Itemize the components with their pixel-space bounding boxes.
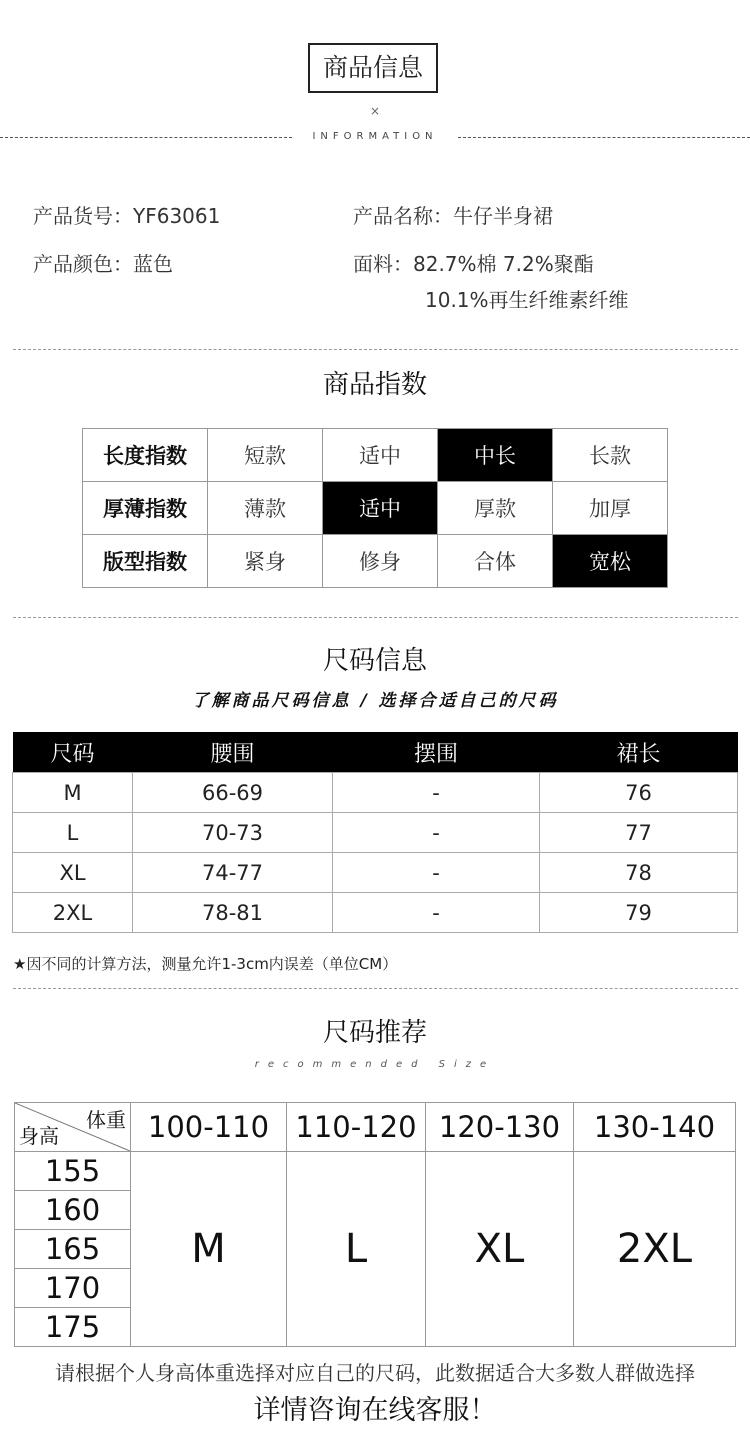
- section-divider: [13, 988, 738, 989]
- table-cell: 77: [540, 813, 738, 853]
- measurement-note: ★因不同的计算方法，测量允许1-3cm内误差（单位CM）: [13, 955, 398, 973]
- table-row: [13, 813, 738, 853]
- table-cell: -: [333, 813, 540, 853]
- product-fabric-cont: 10.1%再生纤维素纤维: [425, 288, 629, 312]
- table-row: [13, 773, 738, 813]
- index-option: 合体: [438, 535, 553, 588]
- table-cell: 79: [540, 893, 738, 933]
- section-subtitle: INFORMATION: [312, 131, 438, 142]
- recommended-size: 2XL: [574, 1152, 736, 1347]
- table-cell: M: [13, 773, 133, 813]
- height-cell: 175: [15, 1308, 131, 1347]
- section-divider: [13, 617, 738, 618]
- size-column-header: 裙长: [540, 732, 738, 773]
- weight-header: 110-120: [287, 1103, 426, 1152]
- recommend-header-row: [15, 1103, 736, 1152]
- index-option: 适中: [323, 429, 438, 482]
- weight-header: 120-130: [426, 1103, 574, 1152]
- index-table: [82, 428, 668, 588]
- index-row-label: 厚薄指数: [83, 482, 208, 535]
- recommended-size: M: [131, 1152, 287, 1347]
- height-cell: 170: [15, 1269, 131, 1308]
- corner-weight-label: 体重: [86, 1108, 126, 1132]
- corner-height-label: 身高: [19, 1124, 59, 1148]
- height-cell: 155: [15, 1152, 131, 1191]
- table-cell: L: [13, 813, 133, 853]
- weight-header: 130-140: [574, 1103, 736, 1152]
- page-title: 商品信息: [308, 43, 438, 93]
- size-column-header: 摆围: [333, 732, 540, 773]
- table-cell: 70-73: [133, 813, 333, 853]
- size-info-subtitle: 了解商品尺码信息 / 选择合适自己的尺码: [191, 691, 559, 711]
- table-cell: 2XL: [13, 893, 133, 933]
- x-mark: ×: [369, 104, 381, 118]
- index-row: [83, 482, 668, 535]
- table-cell: 76: [540, 773, 738, 813]
- height-row: [15, 1152, 736, 1191]
- table-cell: 66-69: [133, 773, 333, 813]
- index-option: 厚款: [438, 482, 553, 535]
- table-row: [13, 893, 738, 933]
- recommended-size: L: [287, 1152, 426, 1347]
- product-fabric: 面料：82.7%棉 7.2%聚酯: [353, 252, 594, 276]
- size-column-header: 尺码: [13, 732, 133, 773]
- corner-cell: [15, 1103, 131, 1152]
- index-row-label: 长度指数: [83, 429, 208, 482]
- table-cell: 74-77: [133, 853, 333, 893]
- recommended-size: XL: [426, 1152, 574, 1347]
- index-option-selected: 适中: [323, 482, 438, 535]
- recommend-table: [14, 1102, 736, 1347]
- table-cell: XL: [13, 853, 133, 893]
- size-info-title: 尺码信息: [322, 646, 427, 676]
- index-option-selected: 中长: [438, 429, 553, 482]
- recommend-subtitle: recommended Size: [254, 1059, 496, 1070]
- index-option: 薄款: [208, 482, 323, 535]
- height-cell: 165: [15, 1230, 131, 1269]
- size-table: [12, 732, 738, 933]
- section-divider: [13, 349, 738, 350]
- recommend-title: 尺码推荐: [322, 1018, 427, 1048]
- table-cell: 78-81: [133, 893, 333, 933]
- index-title: 商品指数: [322, 370, 427, 400]
- product-sku: 产品货号：YF63061: [33, 204, 221, 228]
- table-cell: -: [333, 893, 540, 933]
- index-option-selected: 宽松: [553, 535, 668, 588]
- index-row: [83, 535, 668, 588]
- index-option: 紧身: [208, 535, 323, 588]
- index-option: 修身: [323, 535, 438, 588]
- product-color: 产品颜色：蓝色: [33, 252, 173, 276]
- index-option: 加厚: [553, 482, 668, 535]
- index-option: 短款: [208, 429, 323, 482]
- index-row-label: 版型指数: [83, 535, 208, 588]
- table-cell: -: [333, 773, 540, 813]
- table-row: [13, 853, 738, 893]
- height-cell: 160: [15, 1191, 131, 1230]
- weight-header: 100-110: [131, 1103, 287, 1152]
- table-cell: 78: [540, 853, 738, 893]
- index-option: 长款: [553, 429, 668, 482]
- size-column-header: 腰围: [133, 732, 333, 773]
- footer-contact: 详情咨询在线客服！: [253, 1395, 497, 1426]
- corner-diagonal: [15, 1103, 130, 1151]
- product-name: 产品名称：牛仔半身裙: [353, 204, 553, 228]
- footer-advice: 请根据个人身高体重选择对应自己的尺码，此数据适合大多数人群做选择: [55, 1361, 695, 1385]
- index-row: [83, 429, 668, 482]
- table-cell: -: [333, 853, 540, 893]
